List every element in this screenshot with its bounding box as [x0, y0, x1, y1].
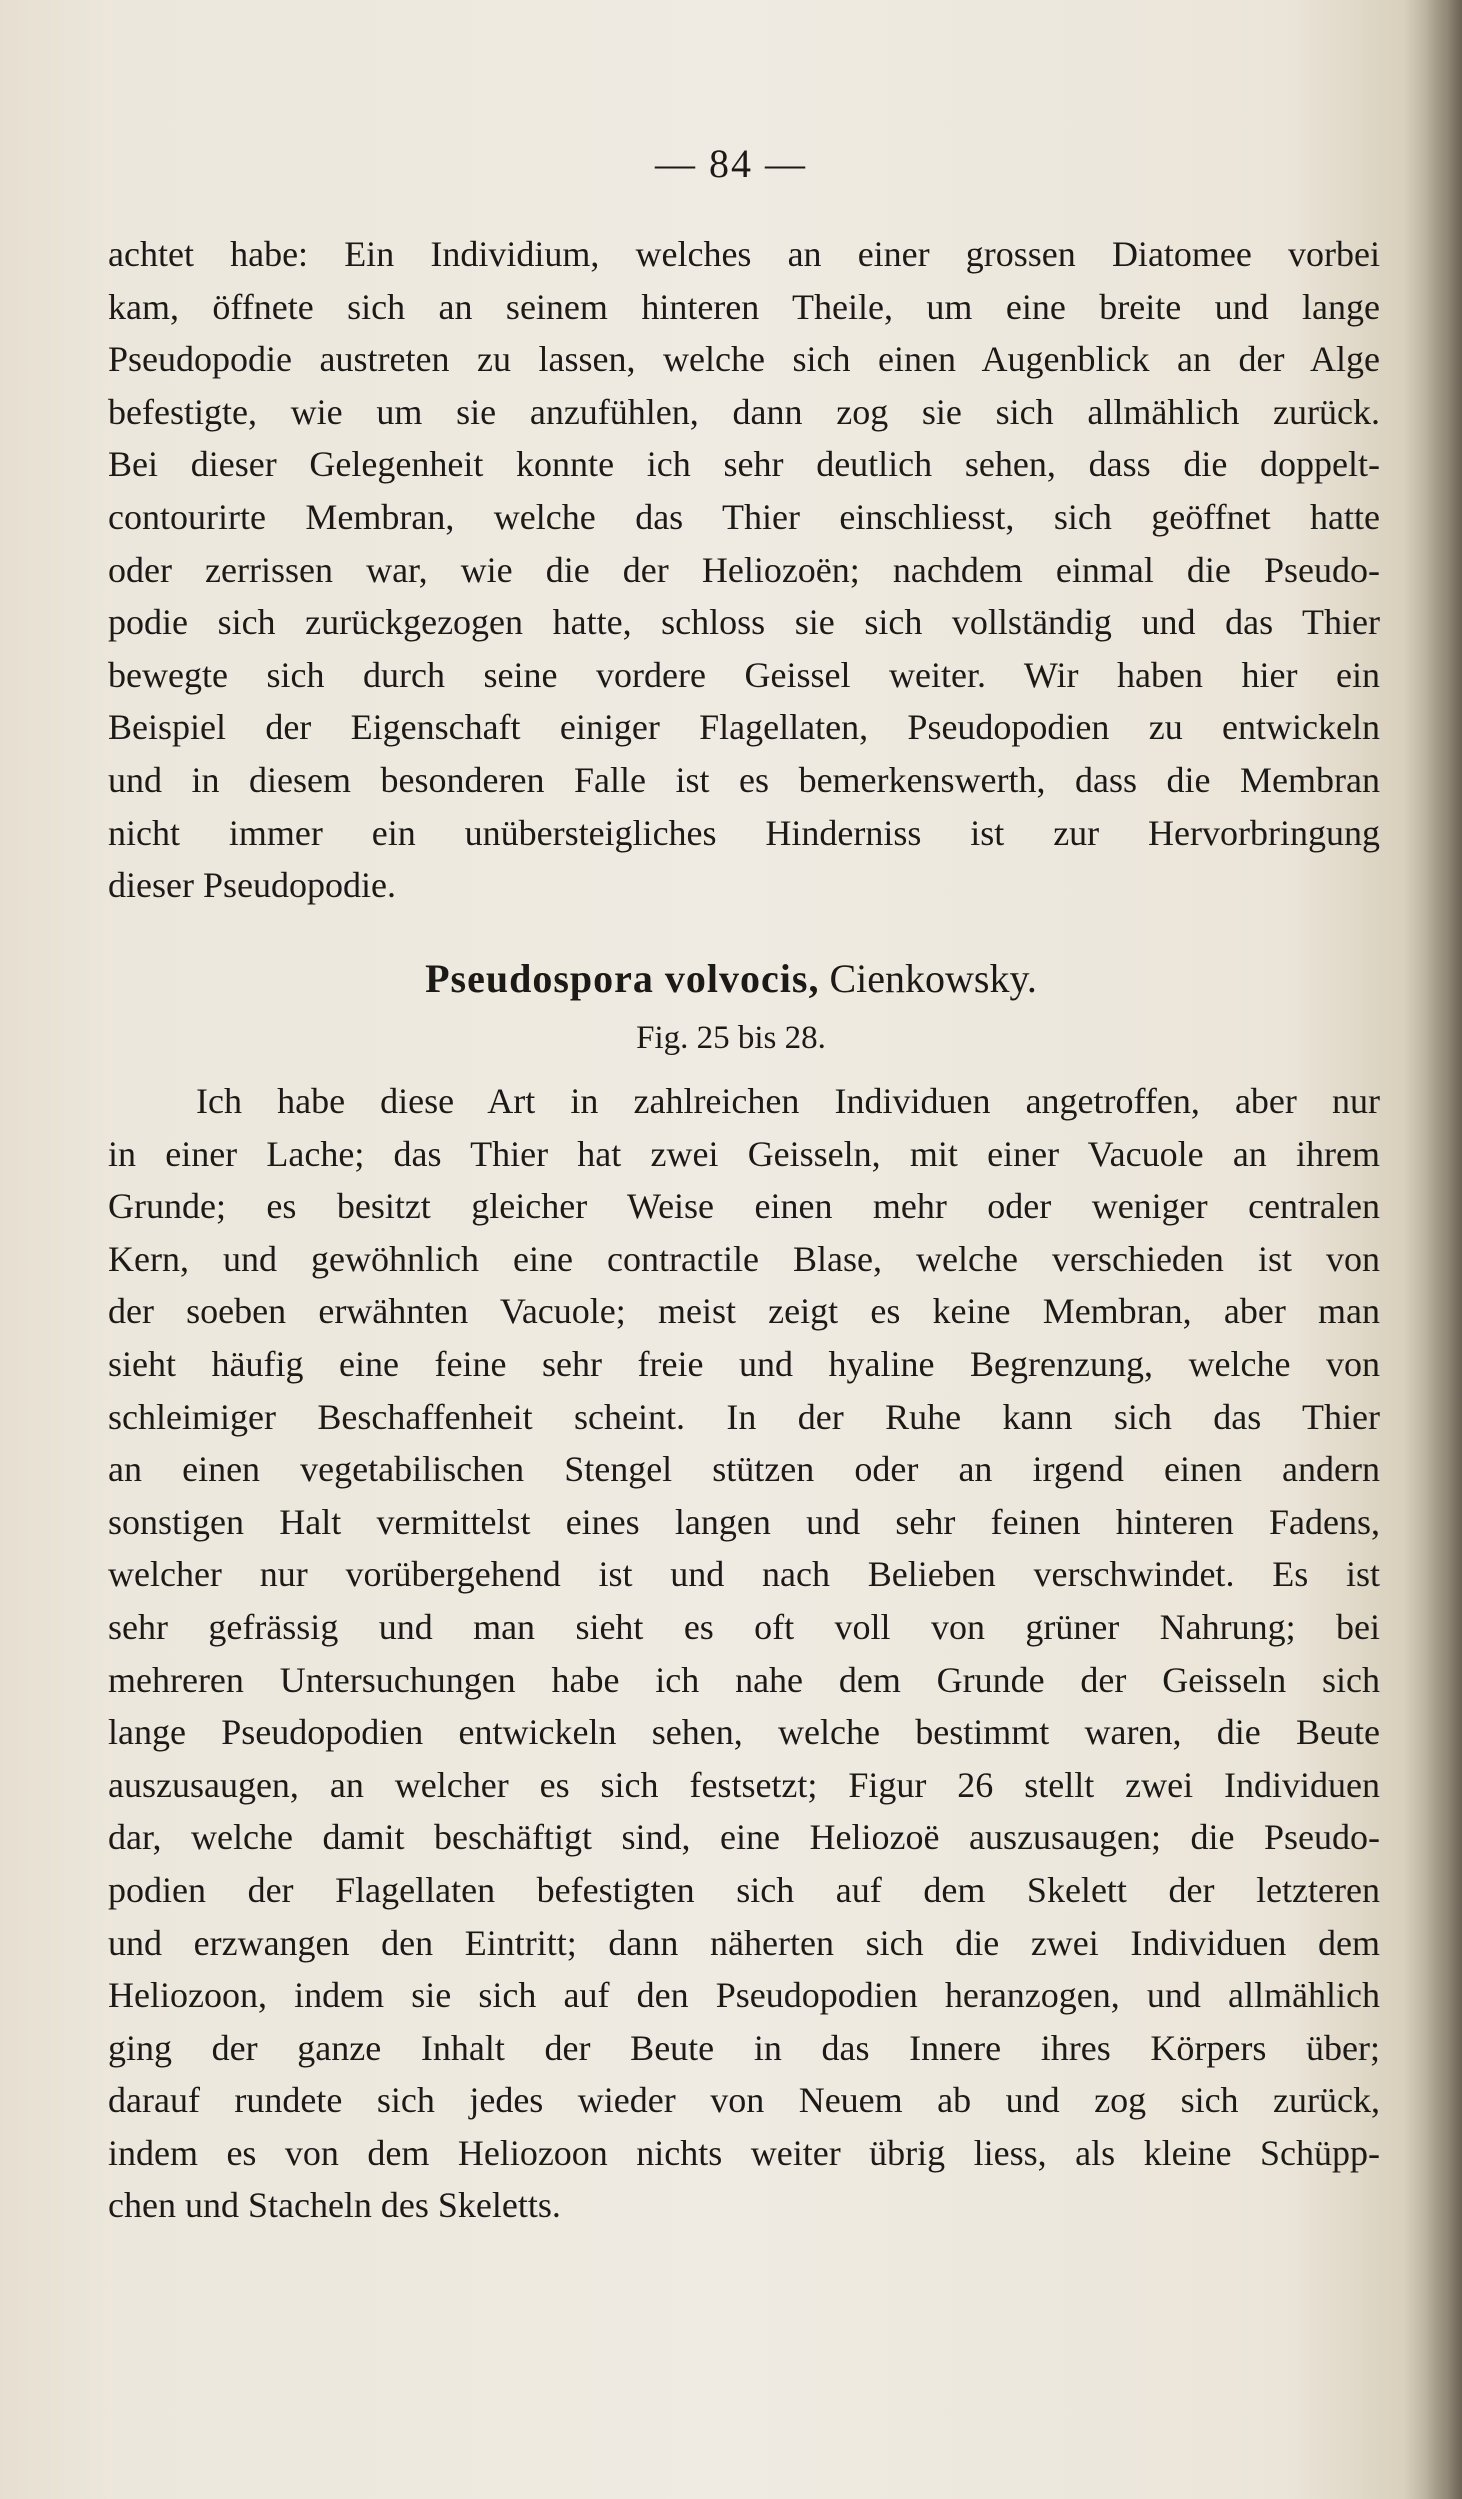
text-line: dar, welche damit beschäftigt sind, eine Heliozoë auszusaugen; die Pseudo-: [108, 1817, 1380, 1858]
text-line: Heliozoon, indem sie sich auf den Pseudopodien heranzogen, und allmählich: [108, 1975, 1380, 2016]
text-line: an einen vegetabilischen Stengel stützen oder an irgend einen andern: [108, 1449, 1380, 1490]
text-line: podie sich zurückgezogen hatte, schloss sie sich vollständig und das Thier: [108, 602, 1380, 643]
text-line: welcher nur vorübergehend ist und nach Belieben verschwindet. Es ist: [108, 1554, 1380, 1595]
text-line: lange Pseudopodien entwickeln sehen, welche bestimmt waren, die Beute: [108, 1712, 1380, 1753]
figure-reference: Fig. 25 bis 28.: [636, 1020, 826, 1056]
text-line: oder zerrissen war, wie die der Heliozoën; nachdem einmal die Pseudo-: [108, 549, 1380, 590]
text-line: Kern, und gewöhnlich eine contractile Blase, welche verschieden ist von: [108, 1238, 1380, 1279]
paragraph-pseudospora: [108, 1075, 1380, 2232]
author-name: Cienkowsky.: [829, 956, 1037, 1001]
text-line: podien der Flagellaten befestigten sich auf dem Skelett der letzteren: [108, 1869, 1380, 1910]
text-line: sieht häufig eine feine sehr freie und hyaline Begrenzung, welche von: [108, 1343, 1380, 1384]
text-line: Bei dieser Gelegenheit konnte ich sehr deutlich sehen, dass die doppelt-: [108, 444, 1380, 485]
text-line: contourirte Membran, welche das Thier einschliesst, sich geöffnet hatte: [108, 496, 1380, 537]
text-line: nicht immer ein unübersteigliches Hinderniss ist zur Hervorbringung: [108, 812, 1380, 853]
text-line: befestigte, wie um sie anzufühlen, dann zog sie sich allmählich zurück.: [108, 391, 1380, 432]
paragraph-continuation: [108, 228, 1380, 912]
text-line: schleimiger Beschaffenheit scheint. In der Ruhe kann sich das Thier: [108, 1396, 1380, 1437]
text-line: chen und Stacheln des Skeletts.: [108, 2185, 561, 2226]
page-number: — 84 —: [655, 141, 807, 186]
text-line: in einer Lache; das Thier hat zwei Geisseln, mit einer Vacuole an ihrem: [108, 1133, 1380, 1174]
text-line: Beispiel der Eigenschaft einiger Flagellaten, Pseudopodien zu entwickeln: [108, 707, 1380, 748]
text-line: der soeben erwähnten Vacuole; meist zeigt es keine Membran, aber man: [108, 1291, 1380, 1332]
text-line: sehr gefrässig und man sieht es oft voll von grüner Nahrung; bei: [108, 1606, 1380, 1647]
text-line: dieser Pseudopodie.: [108, 865, 396, 906]
text-line: Grunde; es besitzt gleicher Weise einen mehr oder weniger centralen: [108, 1186, 1380, 1227]
text-line: und erzwangen den Eintritt; dann näherten sich die zwei Individuen dem: [108, 1922, 1380, 1963]
section-heading: [0, 955, 1462, 1002]
page-edge-shadow: [1426, 0, 1462, 2499]
text-line: darauf rundete sich jedes wieder von Neuem ab und zog sich zurück,: [108, 2080, 1380, 2121]
species-name: Pseudospora volvocis,: [425, 956, 820, 1001]
text-line: Pseudopodie austreten zu lassen, welche sich einen Augenblick an der Alge: [108, 339, 1380, 380]
text-line: und in diesem besonderen Falle ist es bemerkenswerth, dass die Membran: [108, 759, 1380, 800]
text-line: sonstigen Halt vermittelst eines langen und sehr feinen hinteren Fadens,: [108, 1501, 1380, 1542]
text-line: ging der ganze Inhalt der Beute in das Innere ihres Körpers über;: [108, 2027, 1380, 2068]
text-line: auszusaugen, an welcher es sich festsetzt; Figur 26 stellt zwei Individuen: [108, 1764, 1380, 1805]
text-line: achtet habe: Ein Individium, welches an einer grossen Diatomee vorbei: [108, 234, 1380, 274]
text-line: indem es von dem Heliozoon nichts weiter übrig liess, als kleine Schüpp-: [108, 2132, 1380, 2173]
text-line: bewegte sich durch seine vordere Geissel weiter. Wir haben hier ein: [108, 654, 1380, 695]
text-line: mehreren Untersuchungen habe ich nahe dem Grunde der Geisseln sich: [108, 1659, 1380, 1700]
text-line: kam, öffnete sich an seinem hinteren Theile, um eine breite und lange: [108, 286, 1380, 327]
text-line: Ich habe diese Art in zahlreichen Individuen angetroffen, aber nur: [196, 1081, 1380, 1121]
